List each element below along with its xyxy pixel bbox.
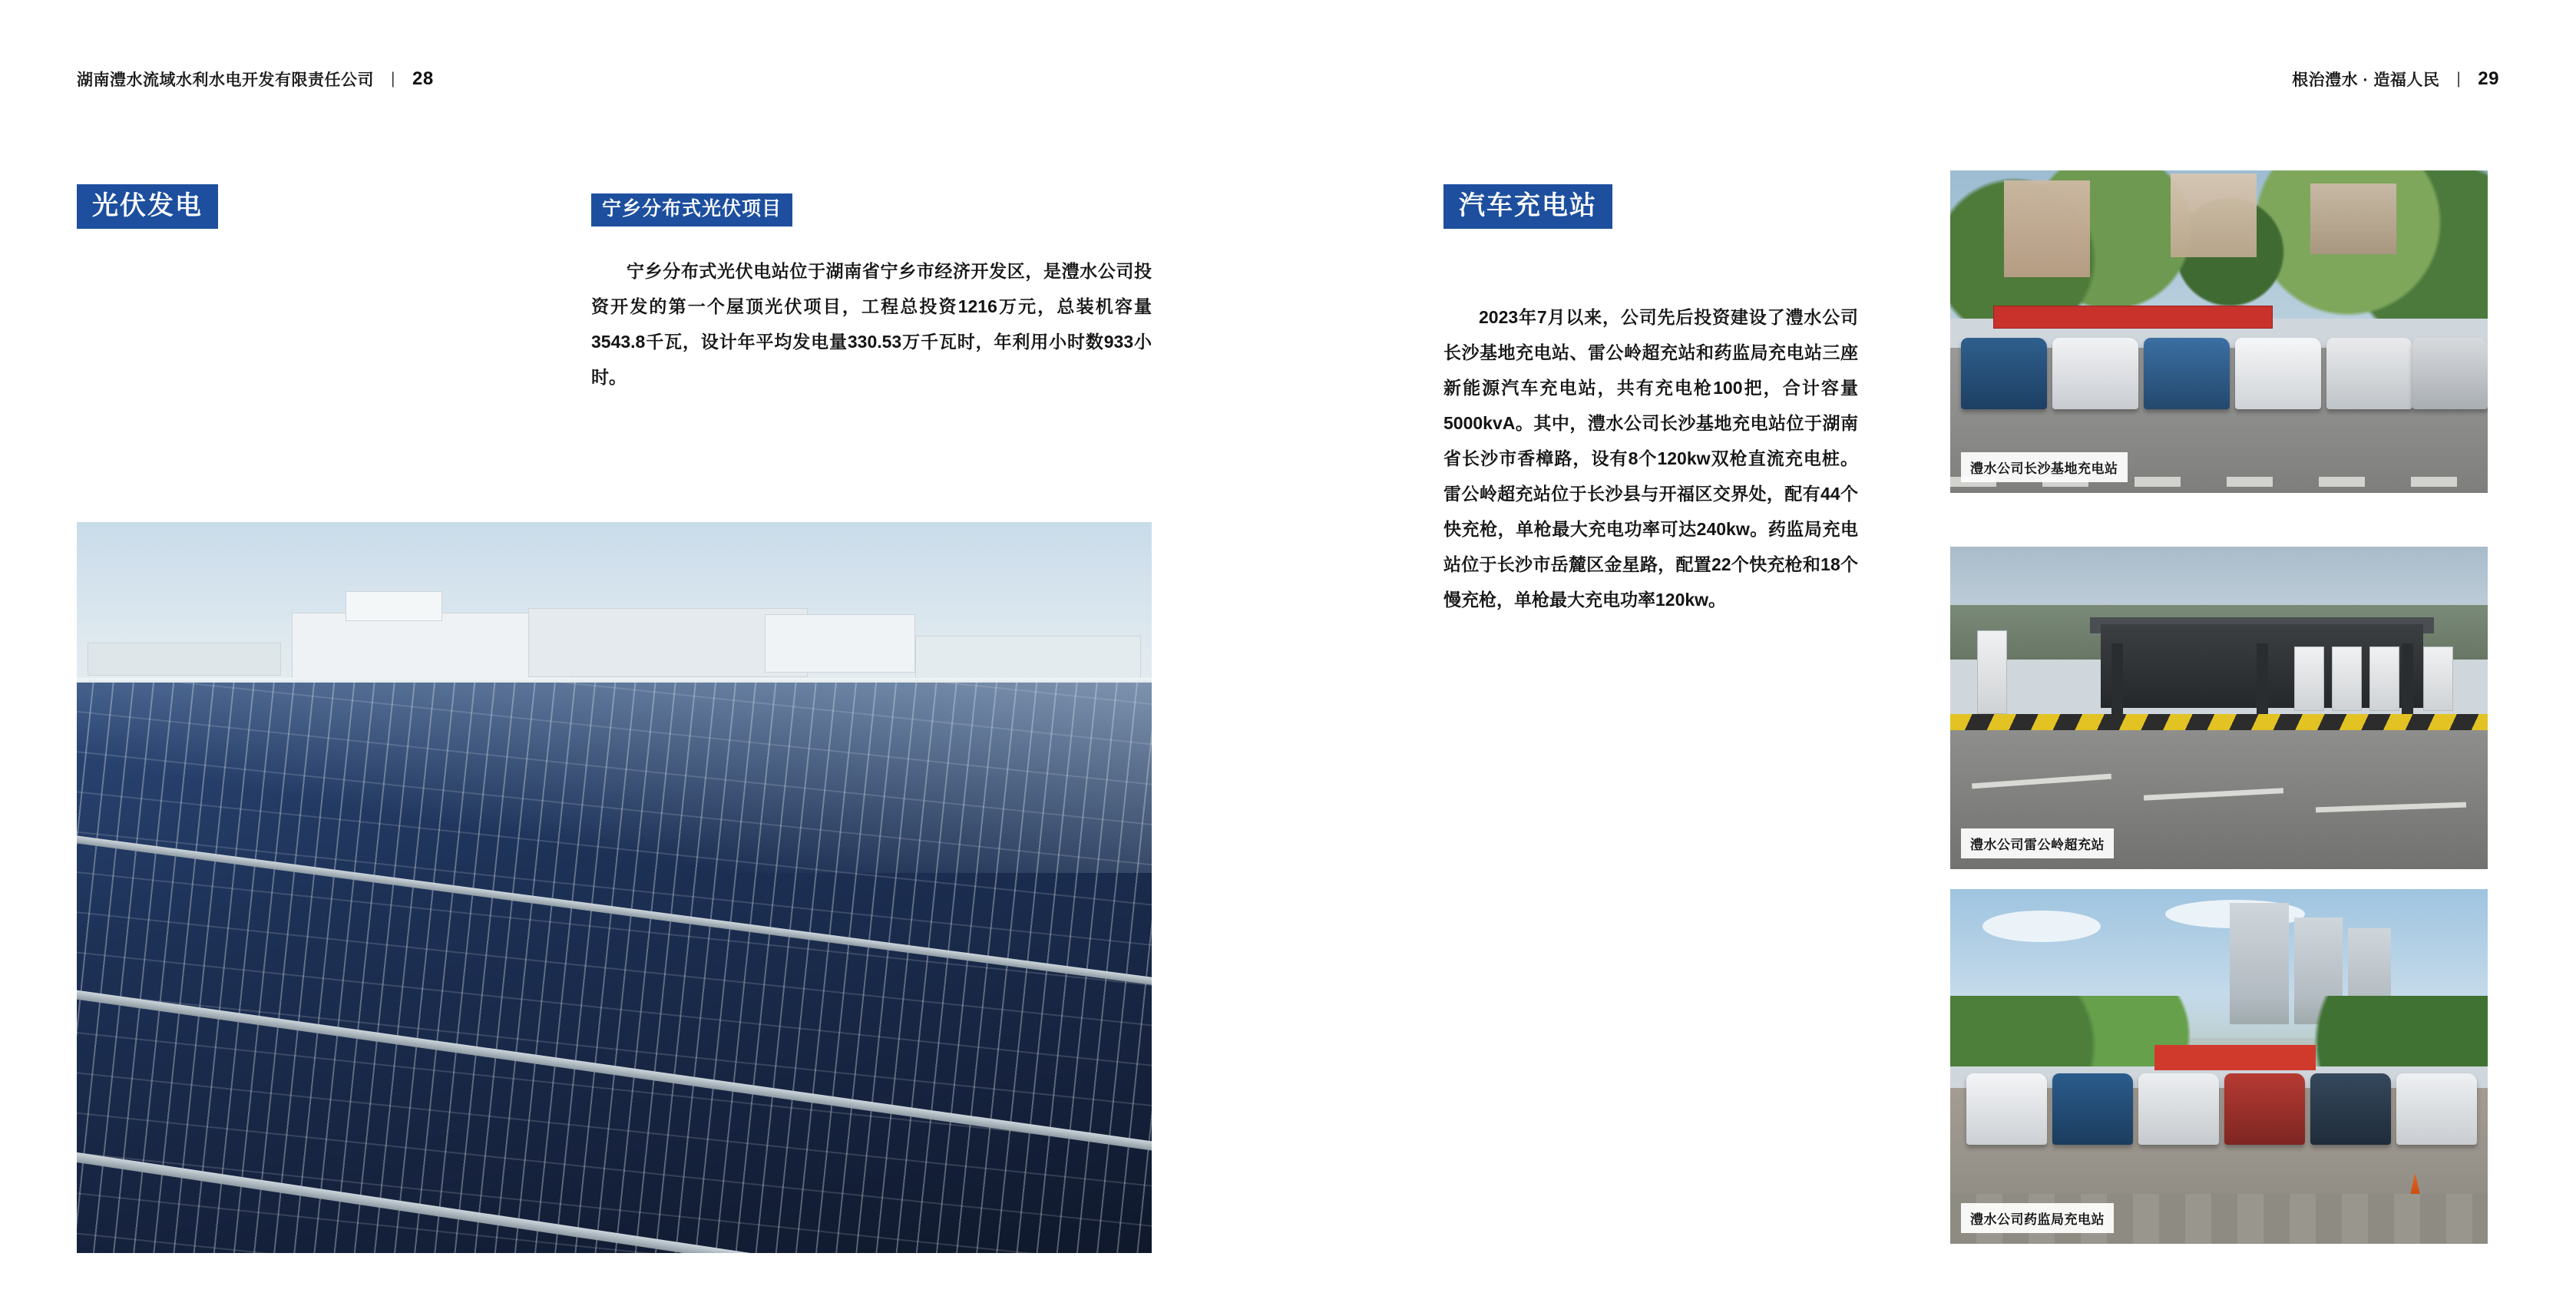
photo-c-car — [2052, 1073, 2133, 1144]
running-head-left-text: 湖南澧水流域水利水电开发有限责任公司 — [77, 71, 374, 89]
photo-b-charging-cabinet — [2369, 646, 2399, 711]
photo-c-car — [2310, 1073, 2391, 1144]
solar-building — [915, 636, 1141, 679]
photo-a-building — [2004, 180, 2090, 277]
photo-a-building — [2310, 184, 2396, 254]
photo-c-cloud — [1982, 911, 2101, 943]
photo-c-car — [2224, 1073, 2305, 1144]
solar-building — [765, 614, 915, 673]
solar-building — [88, 643, 281, 676]
right-paragraph: 2023年7月以来，公司先后投资建设了澧水公司长沙基地充电站、雷公岭超充站和药监局充电站三座新能源汽车充电站，共有充电枪100把，合计容量5000kvA。其中，澧水公司长沙基地充电站位于湖南省长沙市香樟路，设有8个120kw双枪直流充电桩。雷公岭超充站位于长沙县与开福区交界处，配有44个快充枪，单枪最大充电功率可达240kw。药监局充电站位于长沙市岳麓区金星路，配置22个快充枪和18个慢充枪，单枪最大充电功率120kw。 — [1443, 307, 1858, 610]
left-subsection-heading — [591, 193, 792, 226]
photo-caption: 澧水公司药监局充电站 — [1961, 1203, 2114, 1233]
right-body-text — [1443, 299, 1858, 617]
photo-b-charging-cabinet — [2294, 646, 2324, 711]
left-section-heading — [77, 184, 218, 229]
photo-leigongling-supercharging-station — [1950, 547, 2488, 869]
section-title-photovoltaic: 光伏发电 — [77, 184, 218, 229]
right-section-heading — [1443, 184, 1612, 229]
running-head-left — [77, 68, 434, 91]
photo-a-red-banner — [1993, 306, 2273, 328]
running-head-right — [2292, 68, 2499, 91]
left-body-text — [591, 253, 1152, 395]
page-number-left: 28 — [412, 68, 434, 89]
photo-a-car — [2144, 338, 2230, 408]
solar-building — [346, 591, 442, 620]
photo-caption: 澧水公司长沙基地充电站 — [1961, 452, 2128, 482]
photo-solar-rooftop-array — [77, 522, 1152, 1253]
photo-c-car — [1966, 1073, 2047, 1144]
photo-b-charging-cabinet — [2332, 646, 2362, 711]
photo-a-car — [2052, 338, 2138, 408]
photo-c-car — [2396, 1073, 2477, 1144]
solar-panel-reflection — [77, 683, 1152, 873]
photo-a-car — [2235, 338, 2321, 408]
section-title-ev-charging: 汽车充电站 — [1443, 184, 1612, 229]
photo-c-car — [2138, 1073, 2219, 1144]
photo-a-car — [2326, 338, 2412, 408]
photo-b-charging-cabinet — [2423, 646, 2453, 711]
running-head-left-separator: | — [391, 70, 395, 88]
photo-drug-administration-charging-station — [1950, 889, 2488, 1244]
left-paragraph: 宁乡分布式光伏电站位于湖南省宁乡市经济开发区，是澧水公司投资开发的第一个屋顶光伏项目，工程总投资1216万元，总装机容量3543.8千瓦，设计年平均发电量330.53万千瓦时，年利用小时数933小时。 — [591, 261, 1152, 387]
running-head-right-separator: | — [2456, 70, 2462, 88]
photo-caption: 澧水公司雷公岭超充站 — [1961, 828, 2114, 858]
photo-c-red-canopy — [2154, 1045, 2316, 1070]
photo-a-car — [1961, 338, 2047, 408]
running-head-right-text: 根治澧水 · 造福人民 — [2292, 71, 2440, 89]
page-number-right: 29 — [2478, 68, 2499, 89]
photo-b-hazard-stripe — [1950, 714, 2488, 730]
photo-a-car — [2412, 338, 2488, 408]
photo-b-charging-cabinet — [1977, 630, 2007, 714]
photo-a-building — [2171, 174, 2257, 257]
photo-changsha-base-charging-station — [1950, 170, 2488, 493]
subsection-title-ningxiang: 宁乡分布式光伏项目 — [591, 193, 792, 226]
